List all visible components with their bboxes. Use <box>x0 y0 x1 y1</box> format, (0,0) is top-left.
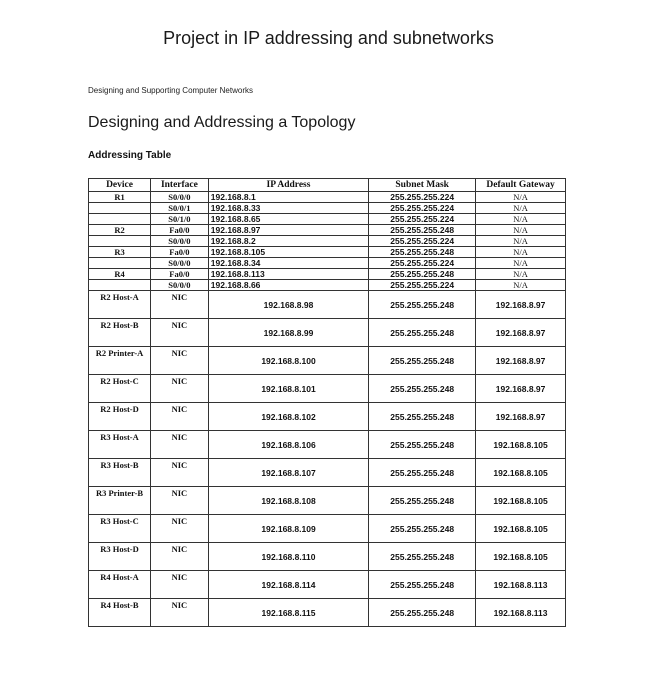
table-row <box>89 571 566 599</box>
table-row <box>89 431 566 459</box>
gateway-cell: N/A <box>476 258 566 269</box>
gateway-cell: 192.168.8.97 <box>476 347 566 375</box>
interface-cell: NIC <box>151 599 209 627</box>
device-cell <box>89 236 151 247</box>
subnet-mask-cell: 255.255.255.224 <box>369 192 476 203</box>
table-row <box>89 375 566 403</box>
ip-address-cell: 192.168.8.102 <box>208 403 368 431</box>
table-row <box>89 214 566 225</box>
device-cell: R3 Host-A <box>89 431 151 459</box>
subnet-mask-cell: 255.255.255.248 <box>369 543 476 571</box>
gateway-cell: N/A <box>476 225 566 236</box>
device-cell: R1 <box>89 192 151 203</box>
column-header-mask: Subnet Mask <box>369 179 476 192</box>
interface-cell: NIC <box>151 291 209 319</box>
subnet-mask-cell: 255.255.255.224 <box>369 258 476 269</box>
interface-cell: NIC <box>151 375 209 403</box>
device-cell <box>89 258 151 269</box>
ip-address-cell: 192.168.8.109 <box>208 515 368 543</box>
gateway-cell: 192.168.8.113 <box>476 599 566 627</box>
interface-cell: NIC <box>151 403 209 431</box>
device-cell: R4 <box>89 269 151 280</box>
device-cell: R3 Printer-B <box>89 487 151 515</box>
ip-address-cell: 192.168.8.33 <box>208 203 368 214</box>
gateway-cell: 192.168.8.105 <box>476 431 566 459</box>
subnet-mask-cell: 255.255.255.248 <box>369 599 476 627</box>
ip-address-cell: 192.168.8.110 <box>208 543 368 571</box>
subnet-mask-cell: 255.255.255.224 <box>369 236 476 247</box>
interface-cell: NIC <box>151 543 209 571</box>
interface-cell: S0/1/0 <box>151 214 209 225</box>
table-row <box>89 258 566 269</box>
interface-cell: NIC <box>151 431 209 459</box>
gateway-cell: 192.168.8.97 <box>476 319 566 347</box>
interface-cell: S0/0/0 <box>151 258 209 269</box>
ip-address-cell: 192.168.8.34 <box>208 258 368 269</box>
device-cell <box>89 280 151 291</box>
device-cell: R2 Host-D <box>89 403 151 431</box>
table-row <box>89 319 566 347</box>
ip-address-cell: 192.168.8.107 <box>208 459 368 487</box>
table-row <box>89 515 566 543</box>
device-cell: R2 Host-A <box>89 291 151 319</box>
addressing-table <box>88 178 566 627</box>
course-subtitle: Designing and Supporting Computer Networks <box>88 86 253 95</box>
ip-address-cell: 192.168.8.99 <box>208 319 368 347</box>
ip-address-cell: 192.168.8.115 <box>208 599 368 627</box>
device-cell: R2 Host-C <box>89 375 151 403</box>
ip-address-cell: 192.168.8.101 <box>208 375 368 403</box>
ip-address-cell: 192.168.8.2 <box>208 236 368 247</box>
device-cell: R4 Host-B <box>89 599 151 627</box>
subnet-mask-cell: 255.255.255.224 <box>369 203 476 214</box>
page-title: Project in IP addressing and subnetworks <box>163 28 494 48</box>
ip-address-cell: 192.168.8.100 <box>208 347 368 375</box>
interface-cell: S0/0/0 <box>151 280 209 291</box>
interface-cell: NIC <box>151 487 209 515</box>
table-row <box>89 236 566 247</box>
subnet-mask-cell: 255.255.255.248 <box>369 459 476 487</box>
table-row <box>89 347 566 375</box>
table-row <box>89 225 566 236</box>
gateway-cell: N/A <box>476 214 566 225</box>
subnet-mask-cell: 255.255.255.248 <box>369 403 476 431</box>
table-label: Addressing Table <box>88 150 172 161</box>
subnet-mask-cell: 255.255.255.248 <box>369 291 476 319</box>
subnet-mask-cell: 255.255.255.248 <box>369 431 476 459</box>
device-cell: R3 Host-B <box>89 459 151 487</box>
column-header-device: Device <box>89 179 151 192</box>
subnet-mask-cell: 255.255.255.248 <box>369 319 476 347</box>
subnet-mask-cell: 255.255.255.248 <box>369 375 476 403</box>
device-cell <box>89 214 151 225</box>
gateway-cell: 192.168.8.97 <box>476 375 566 403</box>
gateway-cell: N/A <box>476 203 566 214</box>
gateway-cell: 192.168.8.105 <box>476 487 566 515</box>
subnet-mask-cell: 255.255.255.248 <box>369 515 476 543</box>
interface-cell: NIC <box>151 459 209 487</box>
gateway-cell: 192.168.8.105 <box>476 459 566 487</box>
ip-address-cell: 192.168.8.97 <box>208 225 368 236</box>
table-header-row <box>89 179 566 192</box>
table-row <box>89 203 566 214</box>
gateway-cell: 192.168.8.97 <box>476 291 566 319</box>
table-row <box>89 192 566 203</box>
interface-cell: Fa0/0 <box>151 269 209 280</box>
interface-cell: NIC <box>151 347 209 375</box>
section-heading: Designing and Addressing a Topology <box>88 114 356 131</box>
device-cell: R2 <box>89 225 151 236</box>
device-cell: R3 <box>89 247 151 258</box>
subnet-mask-cell: 255.255.255.248 <box>369 247 476 258</box>
interface-cell: S0/0/0 <box>151 236 209 247</box>
ip-address-cell: 192.168.8.105 <box>208 247 368 258</box>
device-cell: R2 Host-B <box>89 319 151 347</box>
table-row <box>89 247 566 258</box>
subnet-mask-cell: 255.255.255.248 <box>369 269 476 280</box>
interface-cell: NIC <box>151 319 209 347</box>
device-cell <box>89 203 151 214</box>
subnet-mask-cell: 255.255.255.248 <box>369 571 476 599</box>
table-row <box>89 543 566 571</box>
subnet-mask-cell: 255.255.255.248 <box>369 487 476 515</box>
subnet-mask-cell: 255.255.255.248 <box>369 225 476 236</box>
subnet-mask-cell: 255.255.255.224 <box>369 280 476 291</box>
table-row <box>89 403 566 431</box>
interface-cell: Fa0/0 <box>151 247 209 258</box>
interface-cell: NIC <box>151 571 209 599</box>
ip-address-cell: 192.168.8.1 <box>208 192 368 203</box>
interface-cell: NIC <box>151 515 209 543</box>
gateway-cell: N/A <box>476 280 566 291</box>
gateway-cell: N/A <box>476 192 566 203</box>
interface-cell: S0/0/1 <box>151 203 209 214</box>
ip-address-cell: 192.168.8.66 <box>208 280 368 291</box>
interface-cell: S0/0/0 <box>151 192 209 203</box>
ip-address-cell: 192.168.8.108 <box>208 487 368 515</box>
ip-address-cell: 192.168.8.65 <box>208 214 368 225</box>
table-row <box>89 487 566 515</box>
gateway-cell: 192.168.8.113 <box>476 571 566 599</box>
column-header-gateway: Default Gateway <box>476 179 566 192</box>
column-header-interface: Interface <box>151 179 209 192</box>
device-cell: R3 Host-C <box>89 515 151 543</box>
table-row <box>89 459 566 487</box>
column-header-ip: IP Address <box>208 179 368 192</box>
table-row <box>89 291 566 319</box>
gateway-cell: 192.168.8.105 <box>476 543 566 571</box>
ip-address-cell: 192.168.8.106 <box>208 431 368 459</box>
device-cell: R4 Host-A <box>89 571 151 599</box>
table-row <box>89 599 566 627</box>
gateway-cell: N/A <box>476 247 566 258</box>
device-cell: R3 Host-D <box>89 543 151 571</box>
gateway-cell: N/A <box>476 269 566 280</box>
device-cell: R2 Printer-A <box>89 347 151 375</box>
gateway-cell: 192.168.8.97 <box>476 403 566 431</box>
interface-cell: Fa0/0 <box>151 225 209 236</box>
ip-address-cell: 192.168.8.98 <box>208 291 368 319</box>
table-row <box>89 280 566 291</box>
gateway-cell: 192.168.8.105 <box>476 515 566 543</box>
ip-address-cell: 192.168.8.114 <box>208 571 368 599</box>
subnet-mask-cell: 255.255.255.224 <box>369 214 476 225</box>
ip-address-cell: 192.168.8.113 <box>208 269 368 280</box>
gateway-cell: N/A <box>476 236 566 247</box>
table-row <box>89 269 566 280</box>
subnet-mask-cell: 255.255.255.248 <box>369 347 476 375</box>
